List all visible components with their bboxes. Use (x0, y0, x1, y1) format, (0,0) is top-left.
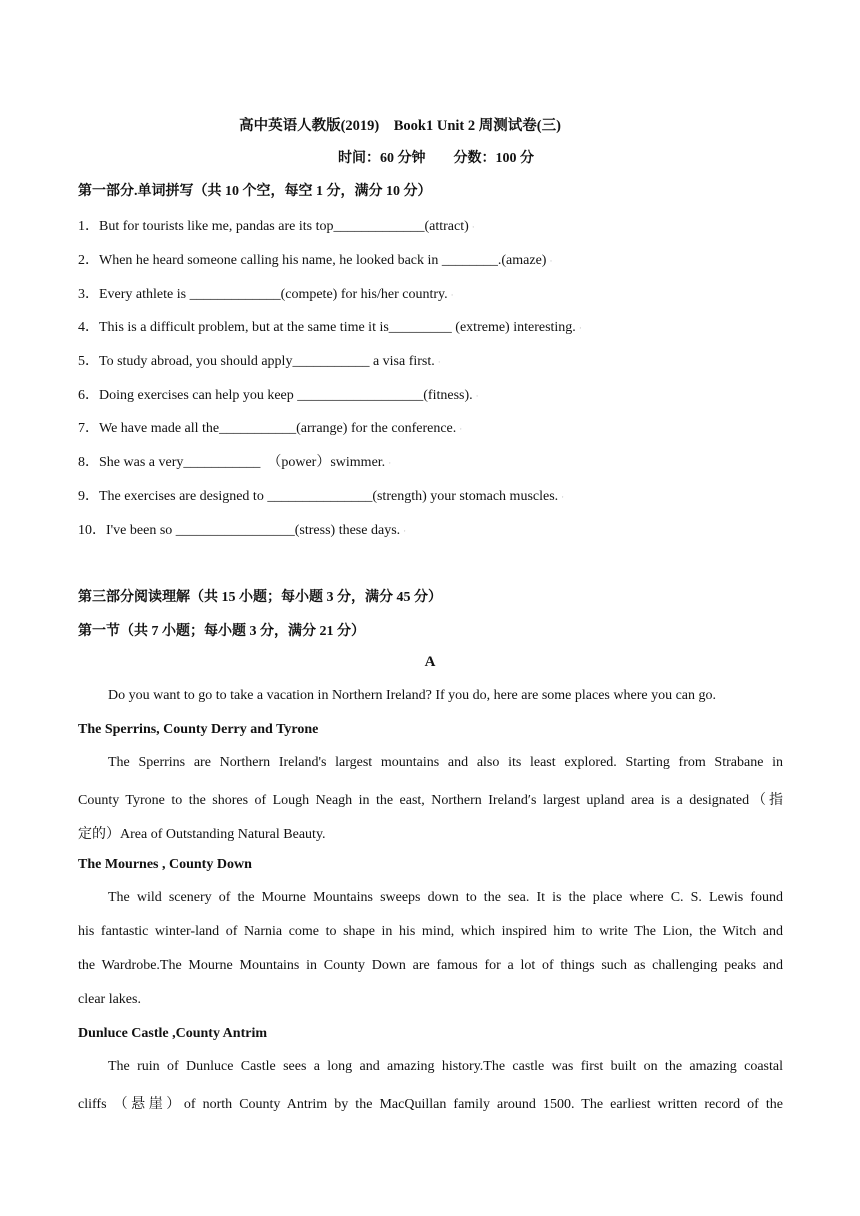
sperrins-line-3: 定的）Area of Outstanding Natural Beauty. (78, 827, 326, 842)
section-title-mournes: The Mournes , County Down (78, 857, 252, 872)
dunluce-line-1: The ruin of Dunluce Castle sees a long and amazing history.The castle was first built on the amazing coastal (108, 1059, 783, 1074)
question-5: 5．To study abroad, you should apply___________ a visa first. · (78, 354, 441, 369)
question-1: 1．But for tourists like me, pandas are its top_____________(attract) · (78, 219, 475, 234)
document-title: 高中英语人教版(2019) Book1 Unit 2 周测试卷(三) (239, 118, 561, 134)
dunluce-line-2: cliffs （悬崖）of north County Antrim by the MacQuillan family around 1500. The earliest written record of the (78, 1097, 783, 1112)
sperrins-line-1: The Sperrins are Northern Ireland's largest mountains and also its least explored. Starting from Strabane in (108, 755, 783, 770)
question-7: 7．We have made all the___________(arrange) for the conference. · (78, 421, 463, 436)
section-title-sperrins: The Sperrins, County Derry and Tyrone (78, 722, 319, 737)
mournes-line-1: The wild scenery of the Mourne Mountains sweeps down to the sea. It is the place where C. S. Lewis found (108, 890, 783, 905)
question-3: 3．Every athlete is _____________(compete) for his/her country. · (78, 287, 454, 302)
question-10: 10．I've been so _________________(stress) these days. · (78, 523, 407, 538)
question-6: 6．Doing exercises can help you keep __________________(fitness). · (78, 388, 479, 403)
section1-heading: 第一节（共 7 小题；每小题 3 分，满分 21 分） (78, 624, 365, 639)
sperrins-line-2: County Tyrone to the shores of Lough Neagh in the east, Northern Ireland′s largest upland area is a designated（指 (78, 793, 783, 808)
passage-intro: Do you want to go to take a vacation in Northern Ireland? If you do, here are some places where you can go. (108, 688, 717, 703)
section-title-dunluce: Dunluce Castle ,County Antrim (78, 1026, 268, 1041)
part3-heading: 第三部分阅读理解（共 15 小题；每小题 3 分，满分 45 分） (78, 590, 442, 605)
question-9: 9．The exercises are designed to _______________(strength) your stomach muscles. · (78, 489, 565, 504)
question-2: 2．When he heard someone calling his name, he looked back in ________.(amaze) · (78, 253, 553, 268)
question-8: 8．She was a very___________ （power）swimmer. · (78, 455, 392, 470)
question-4: 4．This is a difficult problem, but at the same time it is_________ (extreme) interesting. · (78, 320, 582, 335)
mournes-line-2: his fantastic winter-land of Narnia come to shape in his mind, which inspired him to write The Lion, the Witch and (78, 924, 783, 939)
part1-heading: 第一部分.单词拼写（共 10 个空，每空 1 分，满分 10 分） (78, 184, 432, 199)
passage-label: A (424, 654, 436, 670)
document-subtitle: 时间：60 分钟 分数：100 分 (338, 151, 534, 166)
mournes-line-4: clear lakes. (78, 992, 141, 1007)
mournes-line-3: the Wardrobe.The Mourne Mountains in County Down are famous for a lot of things such as challenging peaks and (78, 958, 783, 973)
